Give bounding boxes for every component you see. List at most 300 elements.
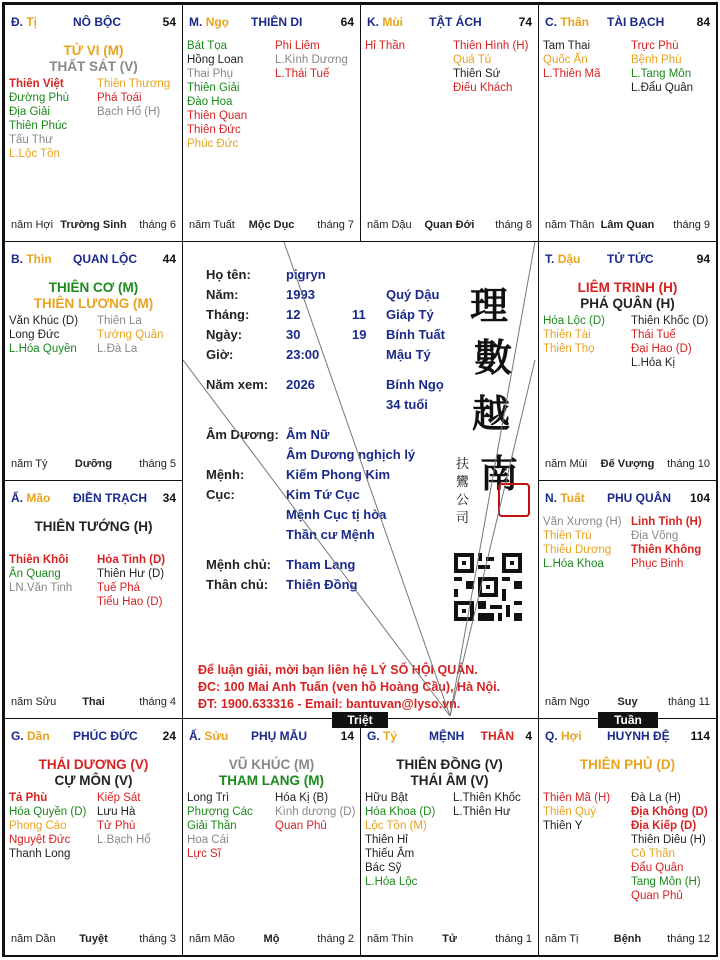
minor-star: Thiên Hỉ bbox=[365, 834, 408, 846]
menh-chu-value: Tham Lang bbox=[286, 557, 356, 572]
palace-can-chi bbox=[367, 729, 397, 743]
palace-can: Ấ. bbox=[11, 491, 23, 505]
palace-footer bbox=[367, 933, 532, 947]
palace-name: PHỤ MẪU bbox=[251, 729, 307, 743]
year-value: 1993 bbox=[286, 287, 315, 302]
major-star: CỰ MÔN (V) bbox=[54, 773, 133, 788]
palace-number: 24 bbox=[162, 729, 176, 743]
palace-stage: Đế Vượng bbox=[600, 458, 655, 470]
major-stars bbox=[361, 757, 538, 789]
minor-star: Thiên Khôi bbox=[9, 554, 69, 566]
palace-chi: Dậu bbox=[557, 252, 581, 266]
menh-chu-label: Mệnh chủ: bbox=[206, 557, 271, 572]
minor-stars-right bbox=[97, 791, 151, 847]
minor-star: Hóa Quyền (D) bbox=[9, 806, 87, 818]
palace-year: năm Hợi bbox=[11, 219, 54, 231]
palace-month: tháng 9 bbox=[673, 219, 710, 231]
major-star: PHÁ QUÂN (H) bbox=[580, 296, 675, 311]
palace-cell-thin bbox=[4, 241, 183, 481]
palace-name: HUYNH ĐỆ bbox=[607, 729, 670, 743]
year-label: Năm: bbox=[206, 287, 239, 302]
palace-header bbox=[545, 252, 710, 268]
palace-stage: Mộ bbox=[263, 933, 280, 945]
minor-stars-left bbox=[9, 791, 86, 861]
view-year-label: Năm xem: bbox=[206, 377, 269, 392]
minor-star: L.Đà La bbox=[97, 343, 138, 355]
palace-year: năm Thìn bbox=[367, 933, 414, 945]
minor-star: Bệnh Phù bbox=[631, 54, 682, 66]
palace-month: tháng 11 bbox=[667, 696, 710, 708]
minor-star: Phục Binh bbox=[631, 558, 684, 570]
palace-can-chi bbox=[545, 15, 589, 29]
palace-year: năm Tý bbox=[11, 458, 48, 470]
palace-name: PHÚC ĐỨC bbox=[73, 729, 138, 743]
palace-cell-tuat bbox=[538, 480, 717, 719]
month-value: 12 bbox=[286, 307, 301, 322]
seal-stamp bbox=[498, 483, 530, 517]
minor-star: Tử Phù bbox=[97, 820, 136, 832]
minor-star: Phượng Các bbox=[187, 806, 253, 818]
minor-stars-right bbox=[631, 39, 693, 95]
center-info bbox=[184, 243, 540, 719]
minor-star: L.Bạch Hổ bbox=[97, 834, 151, 846]
minor-star: Tướng Quân bbox=[97, 329, 164, 341]
palace-footer bbox=[11, 933, 176, 947]
than-chu-label: Thân chủ: bbox=[206, 577, 269, 592]
minor-star: Thiên Hư (D) bbox=[97, 568, 165, 580]
palace-header bbox=[545, 15, 710, 31]
major-star: TỬ VI (M) bbox=[63, 43, 124, 58]
minor-star: Phá Toái bbox=[97, 92, 142, 104]
palace-can: Ấ. bbox=[189, 729, 201, 743]
palace-name: TÀI BẠCH bbox=[607, 15, 665, 29]
minor-star: Thiên Phúc bbox=[9, 120, 68, 132]
cuc-note2: Thần cư Mệnh bbox=[286, 527, 375, 542]
palace-header bbox=[367, 729, 532, 745]
minor-stars-left bbox=[543, 791, 610, 833]
minor-star: Điếu Khách bbox=[453, 82, 513, 94]
palace-footer bbox=[545, 458, 710, 472]
name-label: Họ tên: bbox=[206, 267, 251, 282]
minor-star: Thiên Giải bbox=[187, 82, 240, 94]
palace-footer bbox=[11, 219, 176, 233]
seal-small-2: 鸞 bbox=[456, 475, 470, 490]
minor-star: Thiên Quý bbox=[543, 806, 597, 818]
minor-stars-right bbox=[275, 39, 348, 81]
palace-year: năm Mùi bbox=[545, 458, 588, 470]
minor-star: Nguyệt Đức bbox=[9, 834, 71, 846]
minor-star: Thanh Long bbox=[9, 848, 71, 860]
palace-chi: Dần bbox=[27, 729, 50, 743]
minor-star: Hóa Kị (B) bbox=[275, 792, 329, 804]
palace-can-chi bbox=[545, 491, 585, 505]
minor-star: Bát Tọa bbox=[187, 40, 228, 52]
palace-year: năm Tuất bbox=[189, 219, 235, 231]
palace-month: tháng 12 bbox=[667, 933, 710, 945]
palace-footer bbox=[545, 219, 710, 233]
minor-star: Cô Thần bbox=[631, 848, 675, 860]
major-star: THIÊN TƯỚNG (H) bbox=[34, 519, 153, 534]
minor-star: L.Thiên Hư bbox=[453, 806, 511, 818]
palace-can-chi bbox=[189, 729, 228, 743]
minor-star: Thiên Diêu (H) bbox=[631, 834, 706, 846]
minor-star: L.Kình Dương bbox=[275, 54, 348, 66]
month-can-chi: Giáp Tý bbox=[386, 307, 434, 322]
minor-star: L.Đẩu Quân bbox=[631, 82, 694, 94]
palace-number: 94 bbox=[696, 252, 710, 266]
minor-star: Hóa Khoa (D) bbox=[365, 806, 436, 818]
seal-small-4: 司 bbox=[456, 511, 470, 526]
palace-chi: Hợi bbox=[561, 729, 582, 743]
minor-star: L.Hóa Khoa bbox=[543, 558, 604, 570]
palace-header bbox=[11, 491, 176, 507]
major-star: THÁI ÂM (V) bbox=[410, 773, 489, 788]
minor-star: Quốc Ấn bbox=[543, 54, 588, 66]
minor-star: Địa Võng bbox=[631, 530, 679, 542]
day-lunar: 19 bbox=[352, 327, 367, 342]
triet-badge: Triệt bbox=[332, 712, 388, 728]
palace-chi: Mùi bbox=[382, 15, 404, 29]
minor-star: L.Hóa Lộc bbox=[365, 876, 418, 888]
minor-star: Tuế Phá bbox=[97, 582, 141, 594]
palace-name: TỬ TỨC bbox=[607, 252, 654, 266]
minor-star: Văn Khúc (D) bbox=[9, 315, 79, 327]
major-stars bbox=[5, 280, 182, 312]
minor-stars-left bbox=[187, 39, 247, 151]
minor-stars-left bbox=[543, 515, 622, 571]
minor-star: Quả Tú bbox=[453, 54, 492, 66]
palace-can-chi bbox=[11, 15, 37, 29]
minor-star: Kình dương (D) bbox=[275, 806, 356, 818]
palace-cell-mui bbox=[360, 4, 539, 242]
minor-star: Đẩu Quân bbox=[631, 862, 684, 874]
calligraphy-char-1: 理 bbox=[470, 283, 509, 328]
palace-can: T. bbox=[545, 252, 555, 266]
minor-stars-right bbox=[97, 314, 163, 356]
minor-star: L.Hóa Kị bbox=[631, 357, 676, 369]
qr-code bbox=[454, 553, 522, 621]
minor-star: Thai Phụ bbox=[187, 68, 234, 80]
palace-footer bbox=[545, 696, 710, 710]
hour-label: Giờ: bbox=[206, 347, 234, 362]
palace-header bbox=[11, 252, 176, 268]
palace-can: C. bbox=[545, 15, 557, 29]
calligraphy-char-2: 數 bbox=[474, 335, 513, 380]
palace-number: 14 bbox=[340, 729, 354, 743]
palace-year: năm Ngọ bbox=[545, 696, 590, 708]
minor-star: LN.Văn Tinh bbox=[9, 582, 73, 594]
minor-star: Tấu Thư bbox=[9, 134, 53, 146]
hour-value: 23:00 bbox=[286, 347, 320, 362]
day-value: 30 bbox=[286, 327, 301, 342]
minor-star: Thiên Khốc (D) bbox=[631, 315, 709, 327]
major-stars bbox=[5, 519, 182, 535]
minor-star: Đường Phù bbox=[9, 92, 69, 104]
palace-month: tháng 10 bbox=[667, 458, 710, 470]
minor-star: Địa Kiếp (D) bbox=[631, 820, 697, 832]
minor-stars-right bbox=[453, 791, 521, 819]
palace-chi: Mão bbox=[26, 491, 51, 505]
am-duong-note: Âm Dương nghịch lý bbox=[286, 447, 416, 462]
palace-header bbox=[11, 15, 176, 31]
palace-stage: Lâm Quan bbox=[600, 219, 655, 231]
palace-can: M. bbox=[189, 15, 203, 29]
minor-star: Địa Không (D) bbox=[631, 806, 708, 818]
palace-cell-dan bbox=[4, 718, 183, 956]
minor-stars-left bbox=[365, 791, 435, 889]
minor-star: Thiên Trù bbox=[543, 530, 592, 542]
major-star: THAM LANG (M) bbox=[219, 773, 324, 788]
palace-month: tháng 6 bbox=[139, 219, 176, 231]
major-stars bbox=[5, 43, 182, 75]
minor-star: Quan Phủ bbox=[275, 820, 327, 832]
palace-number: 74 bbox=[518, 15, 532, 29]
palace-stage: Dưỡng bbox=[74, 458, 113, 470]
palace-can: Đ. bbox=[11, 15, 23, 29]
palace-can-chi bbox=[11, 729, 50, 743]
palace-month: tháng 8 bbox=[495, 219, 532, 231]
hour-can-chi: Mậu Tý bbox=[386, 347, 431, 362]
palace-number: 64 bbox=[340, 15, 354, 29]
palace-can-chi bbox=[367, 15, 403, 29]
minor-star: Thiên Hình (H) bbox=[453, 40, 529, 52]
palace-name: TẬT ÁCH bbox=[429, 15, 482, 29]
minor-stars-right bbox=[97, 553, 165, 609]
major-stars bbox=[539, 280, 716, 312]
minor-stars-right bbox=[275, 791, 355, 833]
palace-can: K. bbox=[367, 15, 379, 29]
major-stars bbox=[539, 757, 716, 773]
palace-than-tag: THÂN bbox=[480, 729, 514, 743]
minor-star: Thiếu Âm bbox=[365, 848, 415, 860]
palace-month: tháng 4 bbox=[139, 696, 176, 708]
minor-star: Thiên La bbox=[97, 315, 142, 327]
palace-stage: Thai bbox=[82, 696, 105, 708]
minor-star: Hỏa Tinh (D) bbox=[97, 554, 166, 566]
minor-star: Thiên Đức bbox=[187, 124, 241, 136]
palace-cell-dau bbox=[538, 241, 717, 481]
palace-header bbox=[189, 729, 354, 745]
minor-star: Thiên Thọ bbox=[543, 343, 595, 355]
palace-can: N. bbox=[545, 491, 557, 505]
palace-footer bbox=[11, 696, 176, 710]
palace-number: 54 bbox=[162, 15, 176, 29]
palace-stage: Tuyệt bbox=[79, 933, 108, 945]
minor-star: Thiên Y bbox=[543, 820, 583, 832]
minor-star: Thái Tuế bbox=[631, 329, 676, 341]
minor-star: L.Lộc Tồn bbox=[9, 148, 60, 160]
minor-star: Hồng Loan bbox=[187, 54, 244, 66]
palace-can-chi bbox=[11, 252, 52, 266]
minor-star: Thiên Quan bbox=[187, 110, 248, 122]
minor-star: Thiên Thương bbox=[97, 78, 171, 90]
day-can-chi: Bính Tuất bbox=[386, 327, 445, 342]
minor-star: Bạch Hổ (H) bbox=[97, 106, 161, 118]
major-star: LIÊM TRINH (H) bbox=[577, 280, 678, 295]
minor-star: Hóa Lộc (D) bbox=[543, 315, 605, 327]
palace-chi: Sửu bbox=[204, 729, 229, 743]
palace-header bbox=[545, 729, 710, 745]
palace-chi: Tuất bbox=[560, 491, 585, 505]
palace-year: năm Thân bbox=[545, 219, 595, 231]
major-stars bbox=[5, 757, 182, 789]
minor-star: Thiên Sứ bbox=[453, 68, 501, 80]
major-star: THÁI DƯƠNG (V) bbox=[38, 757, 149, 772]
minor-star: L.Thái Tuế bbox=[275, 68, 330, 80]
minor-stars-left bbox=[9, 77, 69, 161]
contact-line-3: ĐT: 1900.633316 - Email: bantuvan@lyso.vn. bbox=[198, 697, 461, 711]
minor-star: Quan Phủ bbox=[631, 890, 683, 902]
minor-star: Tang Môn (H) bbox=[631, 876, 701, 888]
minor-star: L.Thiên Mã bbox=[543, 68, 601, 80]
contact-line-2: ĐC: 100 Mai Anh Tuấn (ven hồ Hoàng Cầu), Hà Nội. bbox=[198, 680, 501, 694]
view-can-chi: Bính Ngọ bbox=[386, 377, 444, 392]
minor-star: L.Hóa Quyền bbox=[9, 343, 77, 355]
minor-star: Văn Xương (H) bbox=[543, 516, 622, 528]
minor-stars-right bbox=[453, 39, 528, 95]
minor-star: Lưu Hà bbox=[97, 806, 136, 818]
palace-year: năm Tị bbox=[545, 933, 579, 945]
am-duong-value: Âm Nữ bbox=[286, 427, 330, 442]
palace-number: 4 bbox=[525, 729, 532, 743]
month-lunar: 11 bbox=[352, 307, 366, 322]
palace-can-chi bbox=[189, 15, 229, 29]
minor-stars-left bbox=[543, 39, 601, 81]
minor-star: Phúc Đức bbox=[187, 138, 239, 150]
minor-star: Thiên Việt bbox=[9, 78, 64, 90]
minor-star: Đại Hao (D) bbox=[631, 343, 692, 355]
palace-can-chi bbox=[545, 729, 582, 743]
minor-stars-left bbox=[187, 791, 253, 861]
minor-star: Thiên Mã (H) bbox=[543, 792, 611, 804]
minor-star: Giải Thần bbox=[187, 820, 237, 832]
palace-stage: Trường Sinh bbox=[60, 219, 127, 231]
palace-chi: Tý bbox=[383, 729, 398, 743]
palace-number: 44 bbox=[162, 252, 176, 266]
major-star: THIÊN LƯƠNG (M) bbox=[33, 296, 154, 311]
minor-star: Thiên Tài bbox=[543, 329, 591, 341]
minor-stars-right bbox=[631, 314, 708, 370]
year-can-chi: Quý Dậu bbox=[386, 287, 440, 302]
palace-cell-mao bbox=[4, 480, 183, 719]
palace-name: ĐIỀN TRẠCH bbox=[73, 491, 147, 505]
minor-star: Trực Phù bbox=[631, 40, 679, 52]
calligraphy-char-4: 南 bbox=[480, 451, 519, 496]
palace-name: PHU QUÂN bbox=[607, 491, 672, 505]
cuc-value: Kim Tứ Cục bbox=[286, 487, 360, 502]
month-label: Tháng: bbox=[206, 307, 250, 322]
palace-footer bbox=[189, 219, 354, 233]
palace-stage: Tử bbox=[442, 933, 457, 945]
palace-can: B. bbox=[11, 252, 23, 266]
view-year-value: 2026 bbox=[286, 377, 315, 392]
minor-stars-left bbox=[365, 39, 405, 53]
minor-star: Long Đức bbox=[9, 329, 60, 341]
palace-year: năm Dần bbox=[11, 933, 56, 945]
minor-star: Ân Quang bbox=[9, 568, 61, 580]
palace-stage: Suy bbox=[617, 696, 638, 708]
minor-star: Hỉ Thần bbox=[365, 40, 406, 52]
minor-star: Hoa Cái bbox=[187, 834, 229, 846]
major-stars bbox=[183, 757, 360, 789]
minor-star: Phong Cáo bbox=[9, 820, 67, 832]
palace-month: tháng 5 bbox=[139, 458, 176, 470]
palace-chi: Ngọ bbox=[205, 15, 230, 29]
palace-name: MỆNH bbox=[429, 729, 465, 743]
than-chu-value: Thiên Đồng bbox=[286, 577, 358, 592]
palace-footer bbox=[189, 933, 354, 947]
minor-star: Phi Liêm bbox=[275, 40, 320, 52]
palace-month: tháng 7 bbox=[317, 219, 354, 231]
minor-star: Thiếu Dương bbox=[543, 544, 612, 556]
palace-number: 104 bbox=[689, 491, 710, 505]
palace-stage: Mộc Dục bbox=[248, 219, 295, 231]
palace-number: 34 bbox=[162, 491, 176, 505]
palace-can: Q. bbox=[545, 729, 558, 743]
minor-star: L.Tang Môn bbox=[631, 68, 692, 80]
palace-cell-hoi bbox=[538, 718, 717, 956]
day-label: Ngày: bbox=[206, 327, 243, 342]
palace-header bbox=[367, 15, 532, 31]
minor-stars-left bbox=[543, 314, 605, 356]
name-value: pigryn bbox=[286, 267, 326, 282]
calligraphy-char-3: 越 bbox=[472, 391, 511, 436]
minor-stars-left bbox=[9, 314, 78, 356]
minor-star: Lực Sĩ bbox=[187, 848, 221, 860]
seal-small-3: 公 bbox=[456, 493, 470, 508]
major-star: THIÊN CƠ (M) bbox=[48, 280, 139, 295]
horoscope-board bbox=[2, 2, 718, 957]
palace-can-chi bbox=[11, 491, 50, 505]
palace-year: năm Mão bbox=[189, 933, 235, 945]
minor-star: Địa Giải bbox=[9, 106, 50, 118]
palace-can-chi bbox=[545, 252, 580, 266]
palace-year: năm Sửu bbox=[11, 696, 57, 708]
palace-number: 114 bbox=[690, 729, 710, 743]
palace-chi: Thìn bbox=[26, 252, 52, 266]
menh-value: Kiếm Phong Kim bbox=[286, 467, 391, 482]
age-value: 34 tuổi bbox=[386, 397, 428, 412]
minor-star: Bác Sỹ bbox=[365, 862, 402, 874]
palace-cell-than bbox=[538, 4, 717, 242]
palace-cell-ty bbox=[360, 718, 539, 956]
cuc-note: Mệnh Cục tị hòa bbox=[286, 507, 387, 522]
major-star: THIÊN ĐỒNG (V) bbox=[396, 757, 503, 772]
seal-small-1: 扶 bbox=[456, 457, 470, 472]
minor-star: Tiểu Hao (D) bbox=[97, 596, 163, 608]
minor-star: Đà La (H) bbox=[631, 792, 681, 804]
major-star: THẤT SÁT (V) bbox=[49, 59, 138, 74]
minor-star: Thiên Không bbox=[631, 544, 702, 556]
menh-label: Mệnh: bbox=[206, 467, 245, 482]
palace-month: tháng 3 bbox=[139, 933, 176, 945]
palace-footer bbox=[11, 458, 176, 472]
minor-stars-left bbox=[9, 553, 72, 595]
minor-star: Long Trì bbox=[187, 792, 230, 804]
palace-can: G. bbox=[11, 729, 24, 743]
palace-footer bbox=[545, 933, 710, 947]
palace-name: THIÊN DI bbox=[251, 15, 303, 29]
palace-chi: Tị bbox=[26, 15, 38, 29]
palace-stage: Bệnh bbox=[613, 933, 642, 945]
minor-stars-right bbox=[631, 515, 702, 571]
minor-star: Đào Hoa bbox=[187, 96, 233, 108]
major-star: THIÊN PHỦ (D) bbox=[579, 757, 676, 772]
palace-footer bbox=[367, 219, 532, 233]
tuan-badge: Tuần bbox=[598, 712, 658, 728]
palace-number: 84 bbox=[696, 15, 710, 29]
palace-cell-ti bbox=[4, 4, 183, 242]
